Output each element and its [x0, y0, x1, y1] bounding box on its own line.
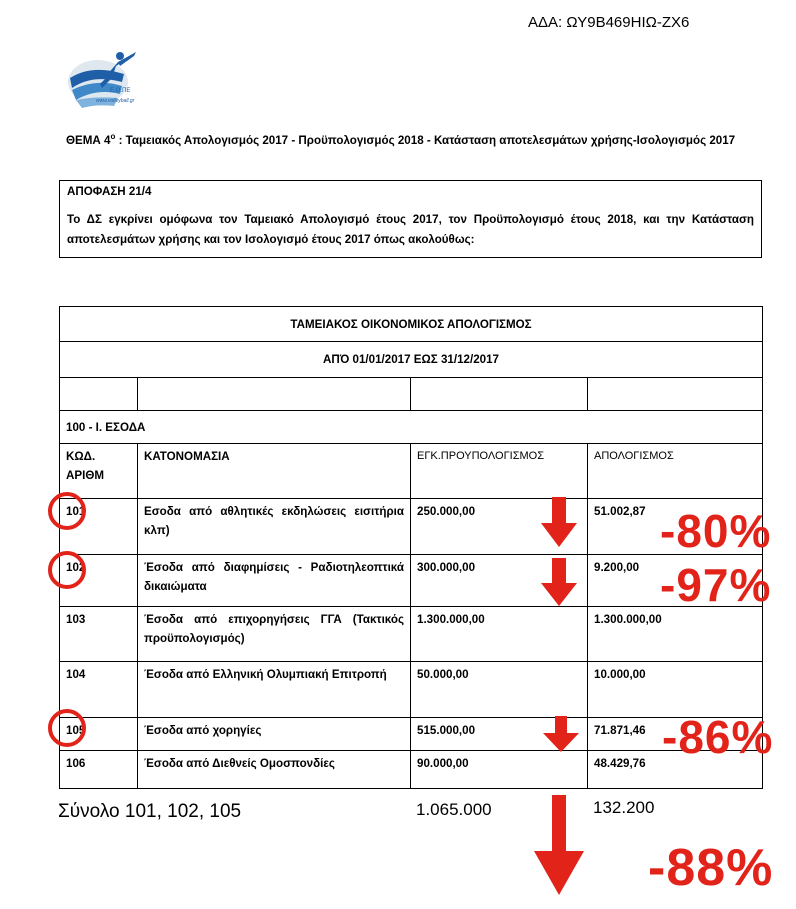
down-arrow-icon — [534, 795, 584, 895]
row-budget: 90.000,00 — [411, 751, 588, 789]
decision-text: Το ΔΣ εγκρίνει ομόφωνα τον Ταμειακό Απολογισμό έτους 2017, τον Προϋπολογισμό έτους 2018, και την Κατάσταση αποτελεσμάτων χρήσης και τον Ισολογισμό έτους 2017 όπως ακολούθως: — [67, 213, 754, 246]
header-code: ΚΩΔ. ΑΡΙΘΜ — [60, 444, 138, 499]
table-period: ΑΠΌ 01/01/2017 ΕΩΣ 31/12/2017 — [60, 342, 763, 378]
ada-code: ΑΔΑ: ΩΥ9Β469ΗΙΩ-ΖΧ6 — [528, 14, 690, 31]
pct-drop-101: -80% — [660, 505, 772, 557]
volleyball-logo-icon — [62, 48, 142, 114]
row-budget: 1.300.000,00 — [411, 607, 588, 662]
table-row — [60, 751, 763, 789]
down-arrow-icon — [541, 497, 577, 547]
topic-text: : Ταμειακός Απολογισμός 2017 - Προϋπολογισμός 2018 - Κατάσταση αποτελεσμάτων χρήσης-Ισολογισμός 2017 — [115, 133, 736, 147]
row-code: 102 — [60, 555, 138, 607]
row-actual: 48.429,76 — [588, 751, 763, 789]
row-actual: 10.000,00 — [588, 662, 763, 718]
down-arrow-icon — [543, 716, 579, 752]
topic-sup: ο — [110, 132, 116, 141]
row-code: 101 — [60, 499, 138, 555]
row-name: Έσοδα από Διεθνείς Ομοσπονδίες — [138, 751, 411, 789]
decision-title: ΑΠΟΦΑΣΗ 21/4 — [67, 185, 152, 198]
table-row — [60, 718, 763, 751]
highlight-circle-102 — [48, 551, 86, 589]
federation-logo — [62, 48, 142, 114]
summary-budget: 1.065.000 — [416, 800, 492, 819]
table-title: ΤΑΜΕΙΑΚΟΣ ΟΙΚΟΝΟΜΙΚΟΣ ΑΠΟΛΟΓΙΣΜΟΣ — [60, 307, 763, 342]
summary-label: Σύνολο 101, 102, 105 — [58, 801, 242, 822]
decision-box — [59, 180, 762, 258]
topic-title: ΘΕΜΑ 4 — [66, 133, 111, 147]
row-budget: 250.000,00 — [411, 499, 588, 555]
row-name: Έσοδα από χορηγίες — [138, 718, 411, 751]
row-name: Εσοδα από αθλητικές εκδηλώσεις εισιτήρια κλπ) — [138, 499, 411, 555]
table-row — [60, 607, 763, 662]
row-code: 104 — [60, 662, 138, 718]
meeting-topic — [66, 127, 756, 151]
table-row — [60, 499, 763, 555]
row-actual: 51.002,87 — [588, 499, 763, 555]
header-budget: ΕΓΚ.ΠΡΟΥΠΟΛΟΓΙΣΜΟΣ — [411, 444, 588, 499]
row-name: Έσοδα από Ελληνική Ολυμπιακή Επιτροπή — [138, 662, 411, 718]
row-name: Έσοδα από διαφημίσεις - Ραδιοτηλεοπτικά δικαιώματα — [138, 555, 411, 607]
table-header-row — [60, 444, 763, 499]
down-arrow-icon — [541, 558, 577, 606]
header-name: ΚΑΤΟΝΟΜΑΣΙΑ — [138, 444, 411, 499]
logo-abbrev: Ε.Ο.ΠΕ — [110, 88, 131, 94]
row-budget: 515.000,00 — [411, 718, 588, 751]
row-name: Έσοδα από επιχορηγήσεις ΓΓΑ (Τακτικός προϋπολογισμός) — [138, 607, 411, 662]
row-actual: 1.300.000,00 — [588, 607, 763, 662]
row-budget: 300.000,00 — [411, 555, 588, 607]
row-code: 106 — [60, 751, 138, 789]
table-row — [60, 662, 763, 718]
highlight-circle-101 — [48, 492, 86, 530]
highlight-circle-105 — [48, 709, 86, 747]
header-actual: ΑΠΟΛΟΓΙΣΜΟΣ — [588, 444, 763, 499]
row-code: 103 — [60, 607, 138, 662]
row-budget: 50.000,00 — [411, 662, 588, 718]
table-row — [60, 555, 763, 607]
pct-drop-total: -88% — [648, 839, 774, 897]
pct-drop-102: -97% — [660, 559, 772, 611]
logo-url: www.volleyball.gr — [96, 98, 135, 104]
financial-table — [59, 306, 763, 789]
row-actual: 71.871,46 — [588, 718, 763, 751]
pct-drop-105: -86% — [662, 711, 774, 763]
section-label: 100 - Ι. ΕΣΟΔΑ — [60, 411, 763, 444]
row-actual: 9.200,00 — [588, 555, 763, 607]
row-code: 105 — [60, 718, 138, 751]
summary-actual: 132.200 — [593, 798, 655, 817]
